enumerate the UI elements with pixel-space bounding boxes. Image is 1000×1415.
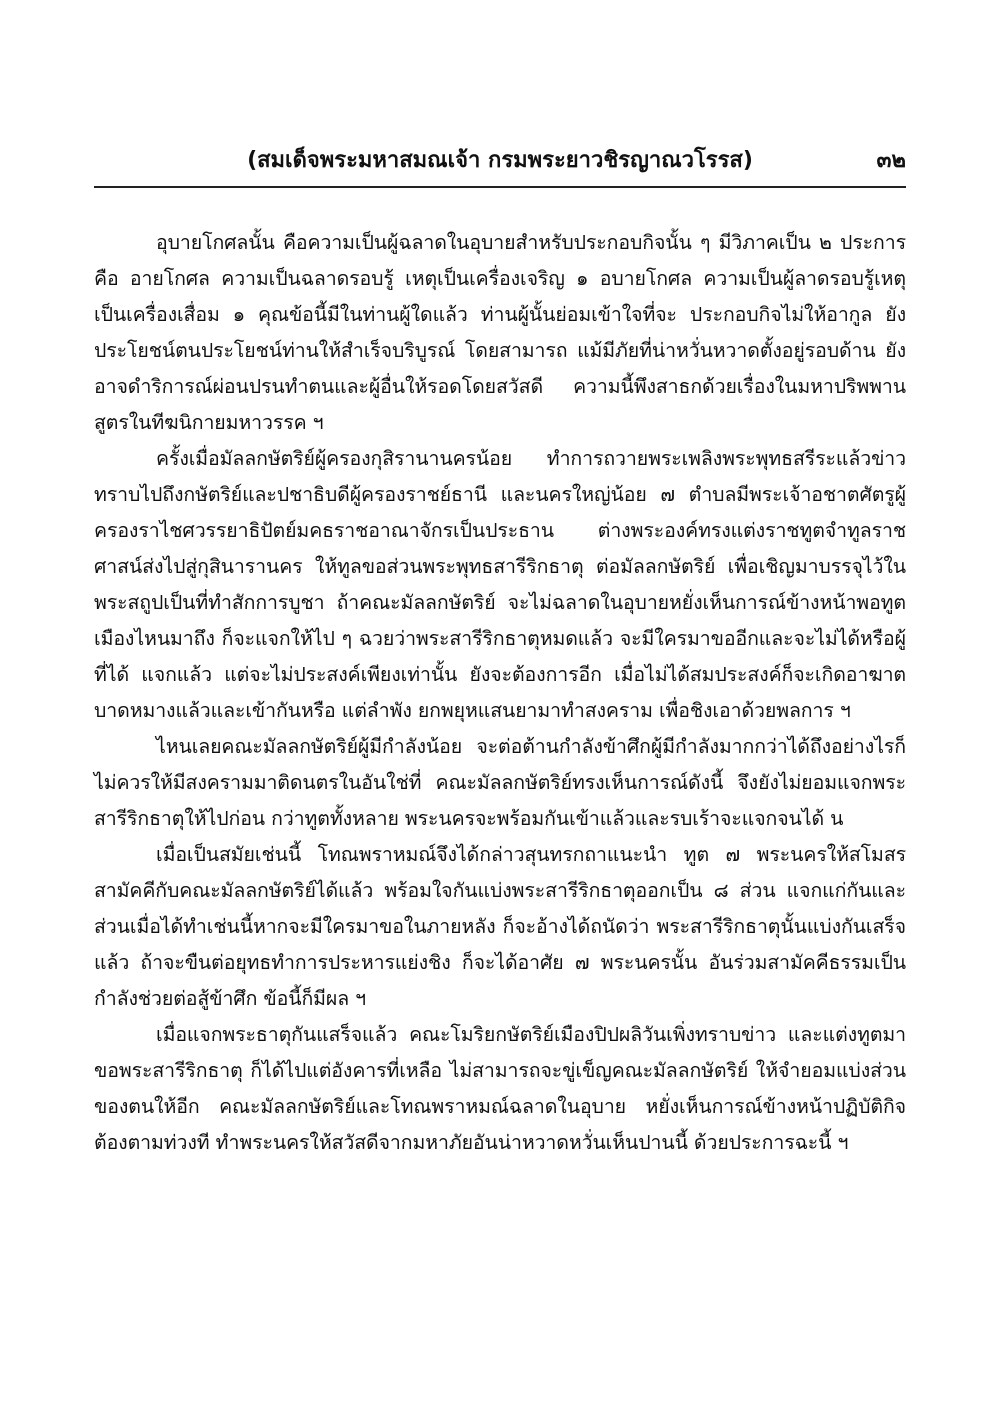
body-text [94,225,906,1161]
paragraph-2: ครั้งเมื่อมัลลกษัตริย์ผู้ครองกุสิรานานครน้อย ทำการถวายพระเพลิงพระพุทธสรีระแล้วข่าวทราบไปถึงกษัตริย์และปชาธิบดีผู้ครองราชย์ธานี และนครใหญ่น้อย ๗ ตำบลมีพระเจ้าอชาตศัตรูผู้ครองราไชศวรรยาธิปัตย์มคธราชอาณาจักรเป็นประธาน ต่างพระองค์ทรงแต่งราชทูตจำทูลราชศาสน์ส่งไปสู่กุสินารานคร ให้ทูลขอส่วนพระพุทธสารีริกธาตุ ต่อมัลลกษัตริย์ เพื่อเชิญมาบรรจุไว้ในพระสถูปเป็นที่ทำสักการบูชา ถ้าคณะมัลลกษัตริย์ จะไม่ฉลาดในอุบายหยั่งเห็นการณ์ข้างหน้าพอทูตเมืองไหนมาถึง ก็จะแจกให้ไป ๆ ฉวยว่าพระสารีริกธาตุหมดแล้ว จะมีใครมาขออีกและจะไม่ได้หรือผู้ที่ได้ แจกแล้ว แต่จะไม่ประสงค์เพียงเท่านั้น ยังจะต้องการอีก เมื่อไม่ได้สมประสงค์ก็จะเกิดอาฆาต บาดหมางแล้วและเข้ากันหรือ แต่ลำพัง ยกพยุหแสนยามาทำสงคราม เพื่อชิงเอาด้วยพลการ ฯ [94,447,906,722]
header-title: (สมเด็จพระมหาสมณเจ้า กรมพระยาวชิรญาณวโรรส) [247,148,753,173]
page-header [94,140,906,188]
paragraph-5: เมื่อแจกพระธาตุกันแสร็จแล้ว คณะโมริยกษัตริย์เมืองปิปผลิวันเพิ่งทราบข่าว และแต่งทูตมาขอพระสารีริกธาตุ ก็ได้ไปแต่อังคารที่เหลือ ไม่สามารถจะขู่เข็ญคณะมัลลกษัตริย์ ให้จำยอมแบ่งส่วนของตนให้อีก คณะมัลลกษัตริย์และโทณพราหมณ์ฉลาดในอุบาย หยั่งเห็นการณ์ข้างหน้าปฏิบัติกิจต้องตามท่วงที ทำพระนครให้สวัสดีจากมหาภัยอันน่าหวาดหวั่นเห็นปานนี้ ด้วยประการฉะนี้ ฯ [94,1023,906,1154]
paragraph-4: เมื่อเป็นสมัยเช่นนี้ โทณพราหมณ์จึงได้กล่าวสุนทรกถาแนะนำ ทูต ๗ พระนครให้สโมสรสามัคคีกับคณะมัลลกษัตริย์ได้แล้ว พร้อมใจกันแบ่งพระสารีริกธาตุออกเป็น ๘ ส่วน แจกแก่กันและส่วนเมื่อได้ทำเช่นนี้หากจะมีใครมาขอในภายหลัง ก็จะอ้างได้ถนัดว่า พระสารีริกธาตุนั้นแบ่งกันเสร็จแล้ว ถ้าจะขืนต่อยุทธทำการประหารแย่งชิง ก็จะได้อาศัย ๗ พระนครนั้น อันร่วมสามัคคีธรรมเป็นกำลังช่วยต่อสู้ข้าศึก ข้อนี้ก็มีผล ฯ [94,843,906,1010]
paragraph-1: อุบายโกศลนั้น คือความเป็นผู้ฉลาดในอุบายสำหรับประกอบกิจนั้น ๆ มีวิภาคเป็น ๒ ประการ คือ อายโกศล ความเป็นฉลาดรอบรู้ เหตุเป็นเครื่องเจริญ ๑ อบายโกศล ความเป็นผู้ลาดรอบรู้เหตุเป็นเครื่องเสื่อม ๑ คุณข้อนี้มีในท่านผู้ใดแล้ว ท่านผู้นั้นย่อมเข้าใจที่จะ ประกอบกิจไม่ให้อากูล ยังประโยชน์ตนประโยชน์ท่านให้สำเร็จบริบูรณ์ โดยสามารถ แม้มีภัยที่น่าหวั่นหวาดตั้งอยู่รอบด้าน ยังอาจดำริการณ์ผ่อนปรนทำตนและผู้อื่นให้รอดโดยสวัสดี ความนี้พึงสาธกด้วยเรื่องในมหาปริพพานสูตรในทีฆนิกายมหาวรรค ฯ [94,231,906,434]
paragraph-3: ไหนเลยคณะมัลลกษัตริย์ผู้มีกำลังน้อย จะต่อต้านกำลังข้าศึกผู้มีกำลังมากกว่าได้ถึงอย่างไรก็ไม่ควรให้มีสงครามมาติดนตรในอันใช่ที่ คณะมัลลกษัตริย์ทรงเห็นการณ์ดังนี้ จึงยังไม่ยอมแจกพระสารีริกธาตุให้ไปก่อน กว่าทูตทั้งหลาย พระนครจะพร้อมกันเข้าแล้วและรบเร้าจะแจกจนได้ น [94,735,906,830]
page-number: ๓๒ [876,148,906,173]
